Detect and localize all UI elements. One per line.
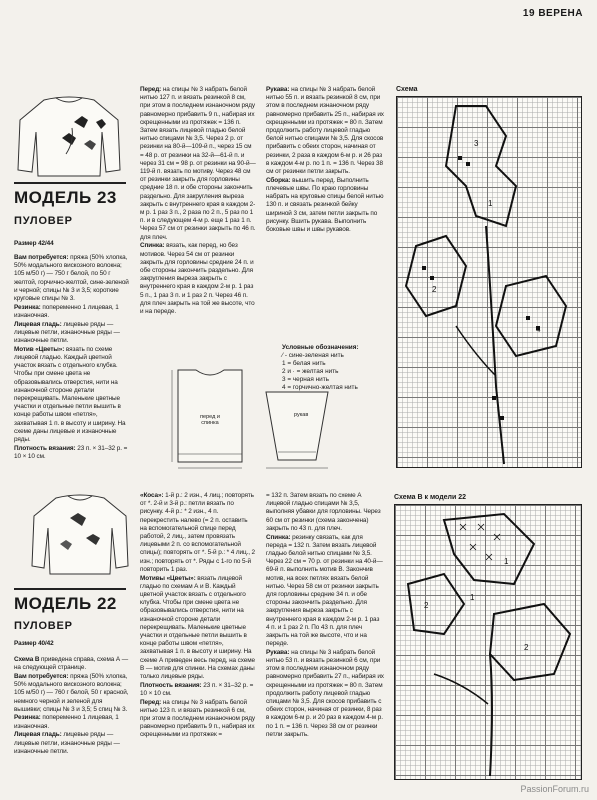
paragraph: Плотность вязания: 23 п. × 31–32 р. = 10 × 10 см. (14, 444, 128, 460)
model23-chart-motif (396, 96, 582, 468)
model23-legend (282, 344, 392, 392)
model23-size: Размер 42/44 (14, 240, 54, 247)
page-header (523, 8, 583, 19)
paragraph: Рукава: на спицы № 3 набрать белой нитью 55 п. и вязать резинкой 8 см, при этом в последнем изнаночном ряду равномерно прибавить 25 п., набирая их скрещенными из протяжек = 80 п. Затем продолжить работу лицевой гладью белой нитью спицами № 3,5. Для скосов прибавить с обеих сторон, начиная от резинки, 2 раза в каждом 6-м р. и 26 раз в каждом 4-м р. по 1 п. = 136 п. Через 38 см от резинки петли закрыть. (266, 86, 384, 176)
paragraph: Лицевая гладь: лицевые ряды — лицевые петли, изнаночные ряды — изнаночные петли. (14, 320, 120, 345)
paragraph: Резинка: попеременно 1 лицевая, 1 изнаночная. (14, 303, 119, 319)
model23-chart-title: Схема (396, 86, 418, 93)
model23-sweater-illustration (14, 92, 124, 182)
model23-title: МОДЕЛЬ 23 (14, 188, 117, 207)
paragraph: Плотность вязания: 23 п. × 31–32 р. = 10 × 10 см. (140, 681, 254, 697)
page-number: 19 (522, 8, 536, 19)
svg-text:2: 2 (432, 285, 437, 294)
legend-item: ⁄ - сине-зеленая нить (282, 352, 344, 359)
legend-item: 2 и · = желтая нить (282, 368, 339, 375)
model23-col1 (14, 254, 130, 462)
legend-item: 4 = горчично-желтая нить (282, 384, 358, 391)
model23-col2 (140, 86, 256, 317)
svg-text:1: 1 (470, 593, 475, 602)
paragraph: Мотив «Цветы»: вязать по схеме лицевой гладью. Каждый цветной участок вязать с отдельного клубка. Чтобы при смене цвета не образовывались отверстия, нити на изнаночной стороне детали перекрещивать. Маленькие цветные участки и отдельные петли вышить в конце работы швом «петля», захватывая 1 п. в высоту и ширину. На схеме даны лицевые и изнаночные ряды. (14, 345, 126, 443)
model22-col3 (266, 492, 384, 740)
paragraph: Перед: на спицы № 3 набрать белой нитью 127 п. и вязать резинкой 8 см, при этом в последнем изнаночном ряду равномерно прибавить 9 п., набирая их скрещенными из протяжек = 136 п. Затем вязать лицевой гладью белой нитью спицами № 3,5. Через 2 р. от резинки на 80-й—109-й п., через 15 см = 48 р. от резинки на 32-й—61-й п. и через 31 см = 98 р. от резинки на 90-й—119-й п. вязать по мотиву. Через 48 см от резинки закрыть для горловины средние 18 п. и обе стороны закончить раздельно. Для закругления выреза закрыть с внутреннего края в каждом 2-м р. 1 раз 3 п., 2 раза по 2 п., 5 раз по 1 п. и в следующем 4-м р. еще 1 раз 1 п. Через 57 см от резинки закрыть по 46 п. для плеч. (140, 86, 256, 241)
legend-title: Условные обозначения: (282, 344, 359, 351)
paragraph: = 132 п. Затем вязать по схеме А лицевой гладью спицами № 3,5, выполняя убавки для горловины. Через 60 см от резинки (схема закончена) закрыть по 43 п. для плеч. (266, 492, 381, 532)
paragraph: Вам потребуется: пряжа (50% хлопка, 50% модального вискозного волокна; 105 м/50 г) — 760 г белой, 50 г красной, немного черной и зеленой для вышивки; спицы № 3 и 3,5; 5 спиц № 3. (14, 672, 129, 713)
magazine-name: ВЕРЕНА (538, 8, 583, 19)
svg-text:3: 3 (474, 139, 479, 148)
paragraph: Вам потребуется: пряжа (50% хлопка, 50% модального вискозного волокна; 105 м/50 г) — 750 г белой, по 50 г желтой, горчично-желтой, сине-зеленой и черной; спицы № 3 и 3,5; короткие круговые спицы № 3. (14, 254, 129, 303)
paragraph: Спинка: резинку связать, как для переда = 132 п. Затем вязать лицевой гладью белой нитью спицами № 3,5. Через 22 см = 70 р. от резинки на 40-й—69-й п. выполнить мотив В. Закончив мотив, на всех петлях вязать белой нитью. Через 58 см от резинки закрыть для горловины средние 34 п. и обе стороны закончить раздельно. Для закругления выреза закрыть с внутреннего края в каждом 2-м р. 1 раз 4 п. и 1 раз 2 п. По 43 п. для плеч закрыть на той же высоте, что и на переде. (266, 533, 383, 648)
paragraph: Сборка: вышить перед. Выполнить плечевые швы. По краю горловины набрать на круговые спицы белой нитью 130 п. и связать резинкой бейку шириной 3 см, затем петли закрыть по рисунку. Вшить рукава. Выполнить боковые швы и швы рукавов. (266, 176, 384, 233)
model22-col1 (14, 656, 130, 756)
model22-subtitle: ПУЛОВЕР (14, 620, 73, 632)
model22-size: Размер 40/42 (14, 640, 54, 647)
model23-schematic-sleeve (262, 386, 332, 474)
svg-text:1: 1 (488, 199, 493, 208)
model22-col2 (140, 492, 256, 740)
svg-text:2: 2 (524, 643, 529, 652)
watermark: PassionForum.ru (520, 784, 589, 794)
paragraph: Лицевая гладь: лицевые ряды — лицевые петли, изнаночные ряды — изнаночные петли. (14, 731, 120, 755)
model22-sweater-illustration (30, 492, 130, 580)
svg-text:2: 2 (424, 601, 429, 610)
paragraph: «Коса»: 1-й р.: 2 изн., 4 лиц.; повторять от *. 2-й и 3-й р.: петли вязать по рисунку. 4-й р.: * 2 изн., 4 п. перекрестить налево (= 2 п. оставить на вспомогательной спице перед работой, 2 лиц., затем провязать лицевыми 2 п. со вспомогательной спицы); повторять от *. 5-й р.: * 4 лиц., 2 изн.; повторять от *. Ряды с 1-го по 5-й повторить 1 раз. (140, 492, 256, 573)
paragraph: Мотивы «Цветы»: вязать лицевой гладью по схемам А и В. Каждый цветной участок вязать с отдельного клубка. Чтобы при смене цвета не образовывались отверстия, нити на изнаночной стороне детали перекрещивать. Маленькие цветные участки и отдельные петли вышить в конце работы швом «петля», захватывая 1 п. в высоту и ширину. На схеме А приведен весь перед, на схеме В — мотив для спинки. На схемах даны только лицевые ряды. (140, 574, 255, 680)
model23-subtitle: ПУЛОВЕР (14, 215, 73, 227)
paragraph: Рукава: на спицы № 3 набрать белой нитью 53 п. и вязать резинкой 6 см, при этом в последнем изнаночном ряду равномерно прибавить 27 п., набирая их скрещенными из протяжек = 80 п. Затем продолжить работу лицевой гладью спицами № 3,5. Для скосов прибавить с обеих сторон, начиная от резинки, 8 раз в каждом 6-м р. и 20 раз в каждом 4-м р. по 1 п. = 136 п. Через 38 см от резинки петли закрыть. (266, 648, 384, 738)
legend-item: 3 = черная нить (282, 376, 329, 383)
model23-col3 (266, 86, 384, 235)
sketch-label-sleeve: рукав (294, 412, 309, 418)
svg-text:1: 1 (504, 557, 509, 566)
model22-title: МОДЕЛЬ 22 (14, 594, 117, 613)
paragraph: Резинка: попеременно 1 лицевая, 1 изнаночная. (14, 714, 119, 730)
model22-rule (14, 588, 126, 590)
paragraph: Схема В приведена справа, схема А — на следующей странице. (14, 656, 129, 672)
sketch-label-front: перед и спинка (200, 414, 220, 426)
legend-item: 1 = белая нить (282, 360, 326, 367)
paragraph: Перед: на спицы № 3 набрать белой нитью 123 п. и вязать резинкой 6 см, при этом в последнем изнаночном ряду равномерно прибавить 9 п., набирая их скрещенными из протяжек = (140, 698, 255, 739)
model22-chart-title: Схема В к модели 22 (394, 494, 467, 501)
model22-chart-motif (394, 504, 582, 780)
paragraph: Спинка: вязать, как перед, но без мотивов. Через 54 см от резинки закрыть для горловины средние 24 п. и обе стороны закончить раздельно. Для закругления выреза закрыть с внутреннего края в каждом 2-м р. 1 раз 5 п., 1 раз 3 п. и 1 раз 2 п. Через 46 п. для плеч закрыть на той же высоте, что и на переде. (140, 242, 255, 315)
model23-rule (14, 182, 126, 184)
svg-text:4: 4 (536, 325, 541, 334)
